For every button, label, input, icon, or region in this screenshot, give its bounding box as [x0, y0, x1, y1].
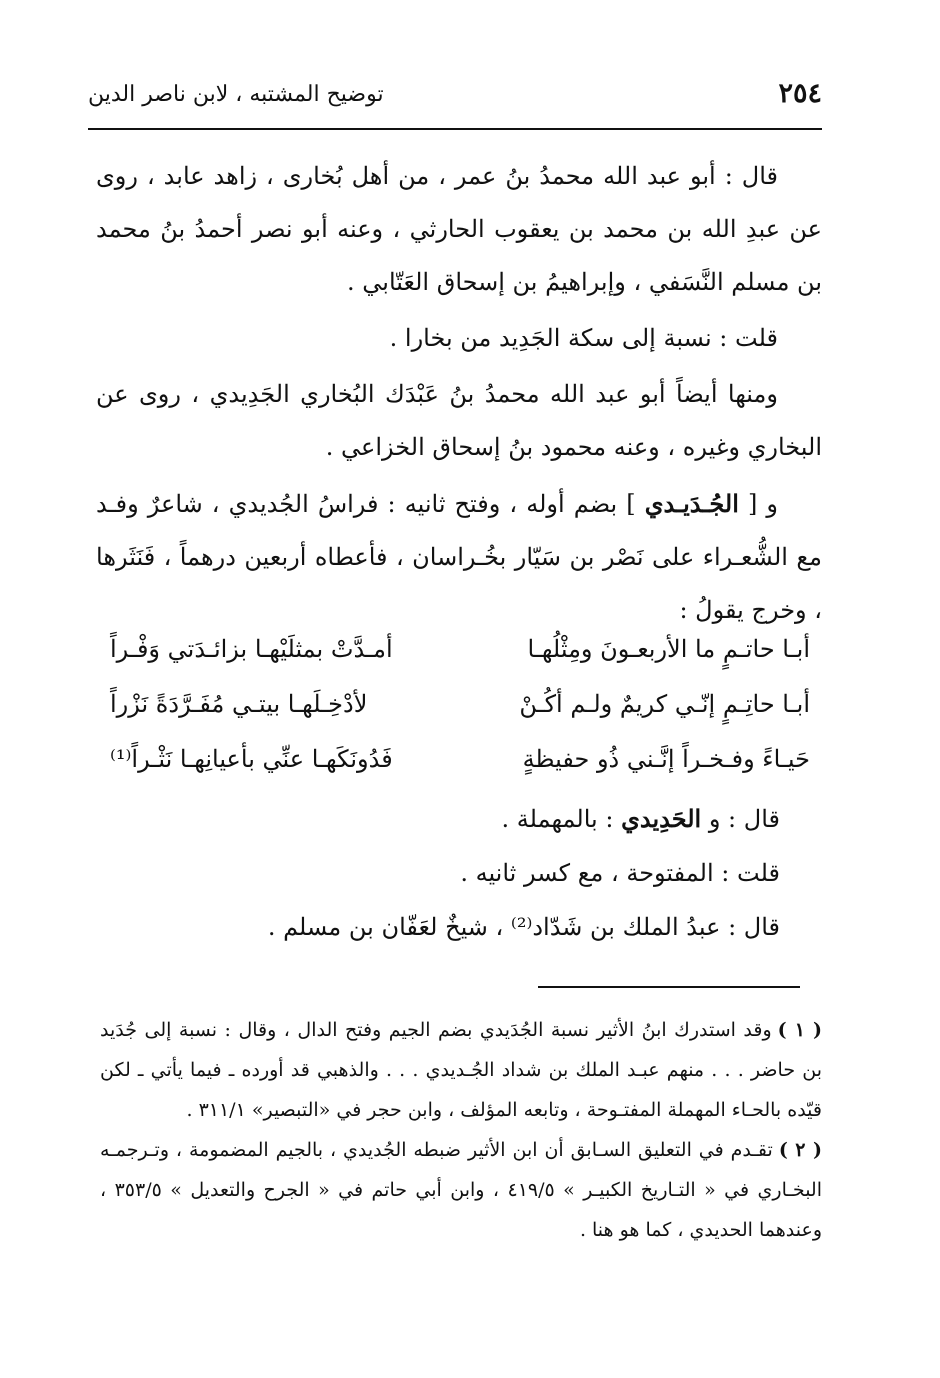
closing-line-1 — [96, 792, 780, 846]
paragraph-4 — [96, 477, 822, 637]
paragraph-3: ومنها أيضاً أبو عبد الله محمدُ بنُ عَبْدَك البُخاري الجَدِيدي ، روى عن البخاري وغيره ، وعنه محمود بنُ إسحاق الخزاعي . — [96, 380, 822, 461]
main-text — [96, 150, 822, 637]
verse-second-hemistich: لأدْخِـلَهـا بيتـي مُفَـرَّدَةً نَزْراً — [110, 690, 368, 718]
verse-second-hemistich: أمـدَّتْ بمثلَيْهـا بزائـدَتي وَفْـراً — [110, 635, 393, 663]
footnote-2 — [100, 1130, 822, 1250]
verse — [110, 732, 810, 787]
verse — [110, 622, 810, 677]
closing-line-1-prefix: قال : و — [701, 805, 780, 833]
paragraph-4-text: ] بضم أوله ، وفتح ثانيه : فراسُ الجُديدي ، شاعرٌ وفـد مع الشُّعـراء على نَصْر بن سَيّار بخُـراسان ، فأعطاه أربعين درهماً ، فَنَثَرها ، وخرج يقولُ : — [96, 490, 822, 624]
page-header — [88, 78, 822, 118]
footnote-1 — [100, 1010, 822, 1130]
closing-line-2: قلت : المفتوحة ، مع كسر ثانيه . — [460, 859, 780, 887]
entry-heading-hadidi: الحَدِيدي — [621, 804, 702, 833]
poem — [110, 622, 810, 787]
verse — [110, 677, 810, 732]
verse-first-hemistich: حَيـاءً وفـخـراً إنَّـني ذُو حفيظةٍ — [522, 745, 810, 773]
closing-text — [96, 792, 780, 954]
footnote-text: تقـدم في التعليق السـابق أن ابن الأثير ضبطه الجُديدي ، بالجيم المضمومة ، وتـرجمـه البخـاري في « التـاريخ الكبيـر » ٤١٩/٥ ، وابن أبي حاتم في « الجرح والتعديل » ٣٥٣/٥ ، وعندهما الحديدي ، كما هو هنا . — [100, 1139, 822, 1241]
page-number: ٢٥٤ — [778, 78, 822, 109]
running-title: توضيح المشتبه ، لابن ناصر الدين — [88, 82, 384, 107]
verse-second-hemistich: فَدُونَكَهـا عنِّي بأعيانِهـا نَثْـراً⁽¹⁾ — [110, 745, 393, 773]
footnote-separator — [538, 986, 800, 988]
entry-heading-judaydi: الجُـدَيـدي — [644, 489, 739, 518]
footnotes — [100, 1010, 822, 1250]
header-rule — [88, 128, 822, 130]
closing-line-1-rest: : بالمهملة . — [501, 805, 622, 833]
footnote-number: ( ٢ ) — [778, 1139, 822, 1161]
closing-line-3: قال : عبدُ الملك بن شَدّاد⁽²⁾ ، شيخٌ لعَفّان بن مسلم . — [267, 913, 780, 941]
paragraph-1: قال : أبو عبد الله محمدُ بنُ عمر ، من أهل بُخارى ، زاهد عابد ، روى عن عبدِ الله بن محمد بن يعقوب الحارثي ، وعنه أبو نصر أحمدُ بنُ محمد بن مسلم النَّسَفي ، وإبراهيمُ بن إسحاق العَتّابي . — [96, 162, 822, 296]
verse-first-hemistich: أبـا حاتـمٍ ما الأربعـونَ ومِثْلُهـا — [527, 635, 810, 663]
footnote-number: ( ١ ) — [777, 1019, 823, 1041]
paragraph-2: قلت : نسبة إلى سكة الجَدِيد من بخارا . — [389, 324, 778, 352]
footnote-text: وقد استدرك ابنُ الأثير نسبة الجُدَيدي بضم الجيم وفتح الدال ، وقال : نسبة إلى جُدَيد بن حاضر . . . منهم عبـد الملك بن شداد الجُـديدي . . . والذهبي قد أورده ـ فيما يأتي ـ لكن قيّده بالحـاء المهملة المفتـوحة ، وتابعه المؤلف ، وابن حجر في «التبصير» ٣١١/١ . — [100, 1019, 822, 1121]
paragraph-4-prefix: و [ — [738, 490, 778, 518]
verse-first-hemistich: أبـا حاتِـمٍ إنّـي كريمٌ ولـم أكُـنْ — [519, 690, 810, 718]
